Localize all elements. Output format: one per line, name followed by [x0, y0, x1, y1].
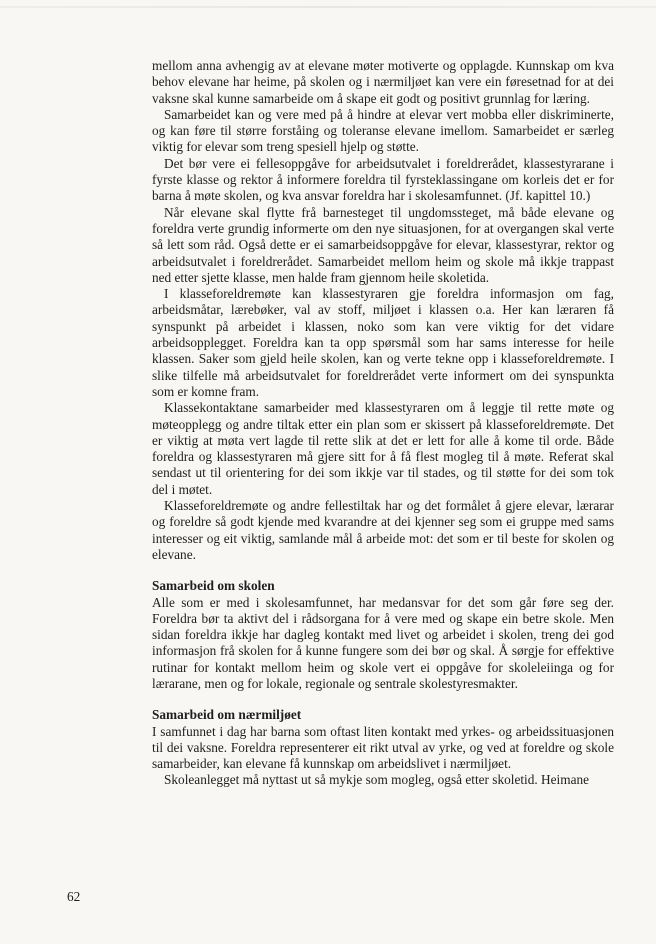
- section-heading-naermiljo: Samarbeid om nærmiljøet: [152, 707, 302, 723]
- body-text: [152, 58, 614, 789]
- section-heading-skolen: Samarbeid om skolen: [152, 578, 275, 594]
- paragraph: Når elevane skal flytte frå barnesteget til ungdomssteget, må både elevane og foreldra verte grundig informerte om den nye situasjonen, for at overgangen skal verte så lett som råd. Også dette er ei samarbeidsoppgåve for elevar, klassestyrar, rektor og arbeidsutvalet i foreldrerådet. Samarbeidet mellom heim og skole må ikkje trappast ned etter sjette klasse, men halde fram gjennom heile skoletida.: [152, 204, 614, 285]
- paragraph: Det bør vere ei fellesoppgåve for arbeidsutvalet i foreldrerådet, klassestyrarane i fyrste klasse og rektor å informere foreldra til fyrsteklassingane om korleis det er for barna å møte skolen, og kva ansvar foreldra har i skolesamfunnet. (Jf. kapittel 10.): [152, 155, 614, 204]
- paragraph: Alle som er med i skolesamfunnet, har medansvar for det som går føre seg der. Foreldra bør ta aktivt del i rådsorgana for å vere med og skape ein betre skole. Men sidan foreldra ikkje har dagleg kontakt med livet og arbeidet i skolen, treng dei god informasjon frå skolen for å kunne fungere som dei bør og skal. Å sørgje for effektive rutinar for kontakt mellom heim og skole vert ei oppgåve for skoleleiinga og for lærarane, men og for lokale, regionale og sentrale skolestyresmakter.: [152, 594, 614, 691]
- paragraph: Klasseforeldremøte og andre fellestiltak har og det formålet å gjere elevar, lærarar og foreldre så godt kjende med kvarandre at dei kjenner seg som ei gruppe med sams interesser og eit viktig, samlande mål å arbeide mot: det som er til beste for skolen og elevane.: [152, 498, 614, 562]
- paragraph: mellom anna avhengig av at elevane møter motiverte og opplagde. Kunnskap om kva behov elevane har heime, på skolen og i nærmiljøet kan vere ein føresetnad for at dei vaksne skal kunne samarbeide om å skape eit godt og positivt grunnlag for læring.: [152, 58, 614, 106]
- page-number: 62: [67, 889, 81, 904]
- paragraph: I klasseforeldremøte kan klassestyraren gje foreldra informasjon om fag, arbeidsmåtar, lærebøker, val av stoff, miljøet i klassen o.a. Her kan læraren få synspunkt på arbeidet i klassen, noko som kan vere viktig for det vidare arbeidsopplegget. Foreldra kan ta opp spørsmål som har sams interesse for heile klassen. Saker som gjeld heile skolen, kan og verte tekne opp i klasseforeldremøte. I slike tilfelle må arbeidsutvalet for foreldrerådet verte informert om dei synspunkta som er komne fram.: [152, 286, 614, 399]
- scan-edge-line: [0, 6, 656, 8]
- paragraph: Skoleanlegget må nyttast ut så mykje som mogleg, også etter skoletid. Heimane: [164, 772, 590, 788]
- paragraph: I samfunnet i dag har barna som oftast liten kontakt med yrkes- og arbeidssituasjonen til dei vaksne. Foreldra representerer eit rikt utval av yrke, og ved at foreldre og skole samarbeider, kan elevane få kunnskap om arbeidslivet i nærmiljøet.: [152, 723, 614, 772]
- paragraph: Samarbeidet kan og vere med på å hindre at elevar vert mobba eller diskriminerte, og kan føre til større forståing og toleranse elevane imellom. Samarbeidet er særleg viktig for elevar som treng spesiell hjelp og støtte.: [152, 106, 614, 155]
- paragraph: Klassekontaktane samarbeider med klassestyraren om å leggje til rette møte og møteopplegg og andre tiltak etter ein plan som er skissert på klasseforeldremøte. Det er viktig at møta vert lagde til rette slik at det er lett for alle å kome til orde. Både foreldra og klassestyraren må gjere sitt for å få flest mogleg til å møte. Referat skal sendast ut til orientering for dei som ikkje var til stades, og til støtte for dei som tok del i møtet.: [152, 400, 614, 497]
